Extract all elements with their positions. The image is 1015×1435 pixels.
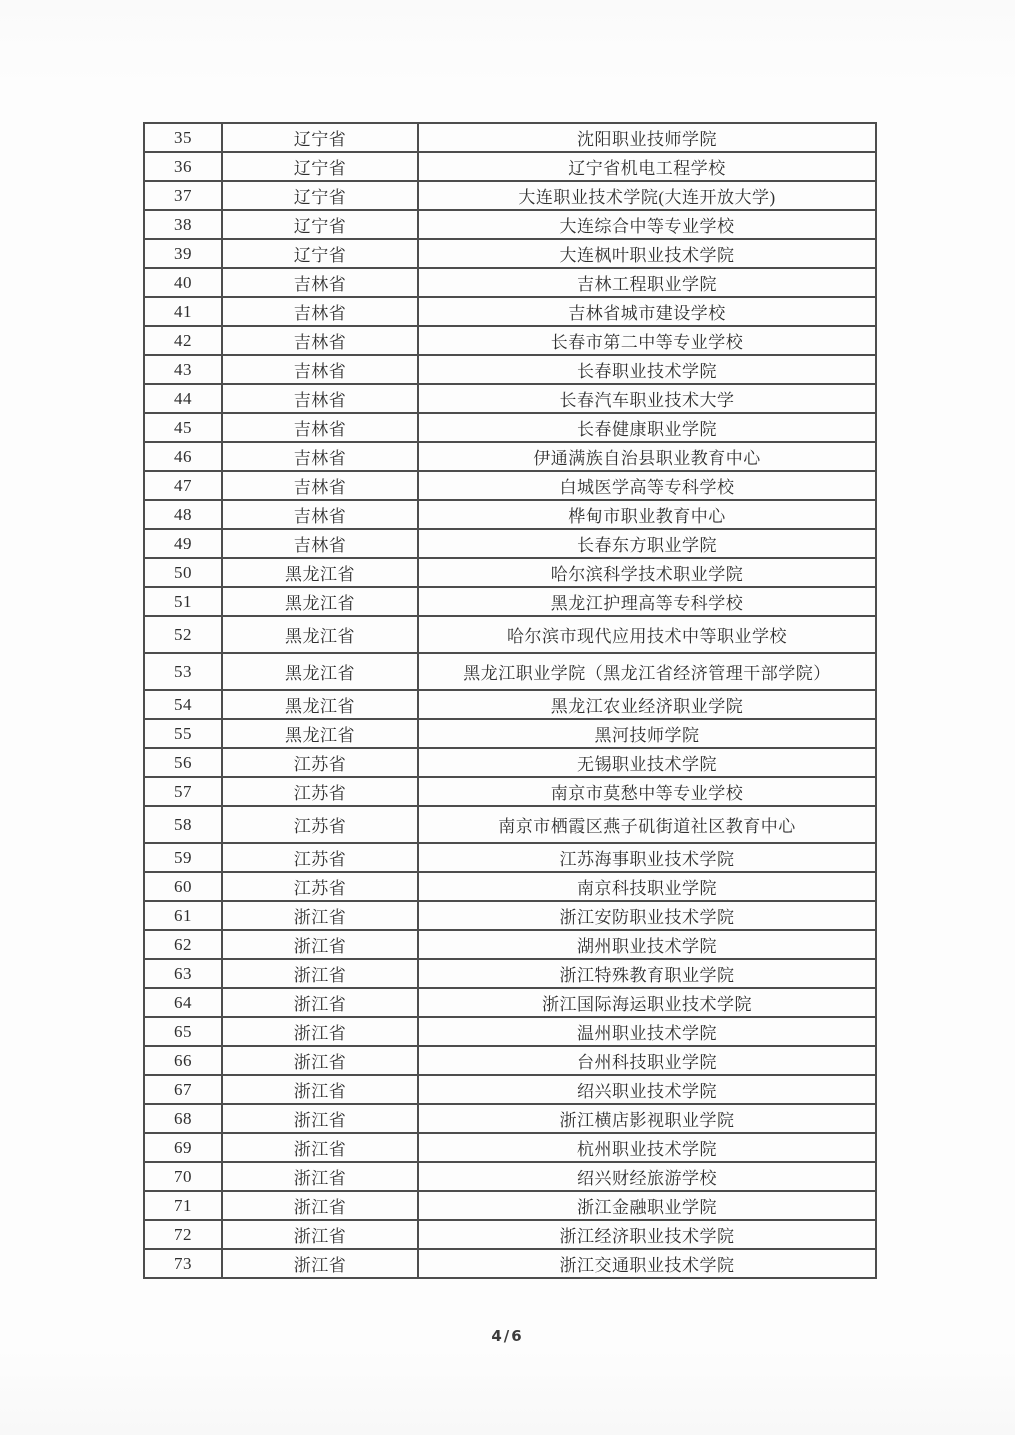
school-name-cell: 大连枫叶职业技术学院 bbox=[418, 239, 876, 268]
province-cell: 吉林省 bbox=[222, 413, 418, 442]
table-row bbox=[144, 152, 876, 181]
province-cell: 吉林省 bbox=[222, 355, 418, 384]
row-number-cell: 41 bbox=[144, 297, 222, 326]
province-cell: 浙江省 bbox=[222, 901, 418, 930]
table-row bbox=[144, 529, 876, 558]
table-row bbox=[144, 471, 876, 500]
table-row bbox=[144, 413, 876, 442]
row-number-cell: 48 bbox=[144, 500, 222, 529]
school-name-cell: 白城医学高等专科学校 bbox=[418, 471, 876, 500]
school-name-cell: 浙江安防职业技术学院 bbox=[418, 901, 876, 930]
row-number-cell: 65 bbox=[144, 1017, 222, 1046]
school-name-cell: 黑河技师学院 bbox=[418, 719, 876, 748]
table-row bbox=[144, 500, 876, 529]
row-number-cell: 63 bbox=[144, 959, 222, 988]
row-number-cell: 44 bbox=[144, 384, 222, 413]
table-row bbox=[144, 1104, 876, 1133]
row-number-cell: 42 bbox=[144, 326, 222, 355]
province-cell: 吉林省 bbox=[222, 268, 418, 297]
province-cell: 辽宁省 bbox=[222, 210, 418, 239]
row-number-cell: 47 bbox=[144, 471, 222, 500]
school-name-cell: 吉林省城市建设学校 bbox=[418, 297, 876, 326]
table-row bbox=[144, 123, 876, 152]
school-name-cell: 辽宁省机电工程学校 bbox=[418, 152, 876, 181]
table-row bbox=[144, 1017, 876, 1046]
school-list-table-body bbox=[144, 123, 876, 1278]
school-name-cell: 南京科技职业学院 bbox=[418, 872, 876, 901]
school-name-cell: 长春健康职业学院 bbox=[418, 413, 876, 442]
row-number-cell: 62 bbox=[144, 930, 222, 959]
province-cell: 辽宁省 bbox=[222, 239, 418, 268]
row-number-cell: 45 bbox=[144, 413, 222, 442]
row-number-cell: 60 bbox=[144, 872, 222, 901]
row-number-cell: 67 bbox=[144, 1075, 222, 1104]
row-number-cell: 38 bbox=[144, 210, 222, 239]
province-cell: 浙江省 bbox=[222, 1104, 418, 1133]
school-name-cell: 桦甸市职业教育中心 bbox=[418, 500, 876, 529]
table-row bbox=[144, 806, 876, 843]
table-row bbox=[144, 901, 876, 930]
table-row bbox=[144, 587, 876, 616]
school-name-cell: 浙江横店影视职业学院 bbox=[418, 1104, 876, 1133]
school-name-cell: 台州科技职业学院 bbox=[418, 1046, 876, 1075]
province-cell: 江苏省 bbox=[222, 806, 418, 843]
province-cell: 浙江省 bbox=[222, 1162, 418, 1191]
table-row bbox=[144, 1075, 876, 1104]
table-row bbox=[144, 843, 876, 872]
province-cell: 辽宁省 bbox=[222, 123, 418, 152]
province-cell: 黑龙江省 bbox=[222, 653, 418, 690]
table-row bbox=[144, 653, 876, 690]
school-name-cell: 长春职业技术学院 bbox=[418, 355, 876, 384]
province-cell: 吉林省 bbox=[222, 471, 418, 500]
school-name-cell: 江苏海事职业技术学院 bbox=[418, 843, 876, 872]
province-cell: 江苏省 bbox=[222, 843, 418, 872]
province-cell: 辽宁省 bbox=[222, 181, 418, 210]
table-row bbox=[144, 355, 876, 384]
table-row bbox=[144, 1162, 876, 1191]
province-cell: 吉林省 bbox=[222, 297, 418, 326]
row-number-cell: 70 bbox=[144, 1162, 222, 1191]
school-name-cell: 南京市莫愁中等专业学校 bbox=[418, 777, 876, 806]
school-name-cell: 浙江金融职业学院 bbox=[418, 1191, 876, 1220]
school-name-cell: 哈尔滨市现代应用技术中等职业学校 bbox=[418, 616, 876, 653]
row-number-cell: 36 bbox=[144, 152, 222, 181]
province-cell: 浙江省 bbox=[222, 959, 418, 988]
row-number-cell: 56 bbox=[144, 748, 222, 777]
table-row bbox=[144, 181, 876, 210]
school-name-cell: 杭州职业技术学院 bbox=[418, 1133, 876, 1162]
row-number-cell: 64 bbox=[144, 988, 222, 1017]
province-cell: 吉林省 bbox=[222, 500, 418, 529]
province-cell: 黑龙江省 bbox=[222, 719, 418, 748]
school-name-cell: 南京市栖霞区燕子矶街道社区教育中心 bbox=[418, 806, 876, 843]
table-row bbox=[144, 442, 876, 471]
table-row bbox=[144, 1191, 876, 1220]
school-name-cell: 吉林工程职业学院 bbox=[418, 268, 876, 297]
row-number-cell: 57 bbox=[144, 777, 222, 806]
row-number-cell: 58 bbox=[144, 806, 222, 843]
school-name-cell: 沈阳职业技师学院 bbox=[418, 123, 876, 152]
row-number-cell: 37 bbox=[144, 181, 222, 210]
row-number-cell: 73 bbox=[144, 1249, 222, 1278]
row-number-cell: 49 bbox=[144, 529, 222, 558]
row-number-cell: 39 bbox=[144, 239, 222, 268]
table-row bbox=[144, 930, 876, 959]
table-row bbox=[144, 268, 876, 297]
school-name-cell: 浙江特殊教育职业学院 bbox=[418, 959, 876, 988]
row-number-cell: 52 bbox=[144, 616, 222, 653]
province-cell: 辽宁省 bbox=[222, 152, 418, 181]
row-number-cell: 61 bbox=[144, 901, 222, 930]
table-row bbox=[144, 748, 876, 777]
school-name-cell: 浙江经济职业技术学院 bbox=[418, 1220, 876, 1249]
table-row bbox=[144, 1249, 876, 1278]
province-cell: 江苏省 bbox=[222, 872, 418, 901]
school-name-cell: 长春汽车职业技术大学 bbox=[418, 384, 876, 413]
school-name-cell: 浙江交通职业技术学院 bbox=[418, 1249, 876, 1278]
row-number-cell: 46 bbox=[144, 442, 222, 471]
school-name-cell: 黑龙江护理高等专科学校 bbox=[418, 587, 876, 616]
row-number-cell: 55 bbox=[144, 719, 222, 748]
table-row bbox=[144, 1046, 876, 1075]
school-name-cell: 长春东方职业学院 bbox=[418, 529, 876, 558]
row-number-cell: 40 bbox=[144, 268, 222, 297]
school-name-cell: 黑龙江职业学院（黑龙江省经济管理干部学院） bbox=[418, 653, 876, 690]
table-row bbox=[144, 872, 876, 901]
row-number-cell: 50 bbox=[144, 558, 222, 587]
school-name-cell: 伊通满族自治县职业教育中心 bbox=[418, 442, 876, 471]
row-number-cell: 53 bbox=[144, 653, 222, 690]
row-number-cell: 51 bbox=[144, 587, 222, 616]
row-number-cell: 54 bbox=[144, 690, 222, 719]
table-row bbox=[144, 1220, 876, 1249]
province-cell: 黑龙江省 bbox=[222, 616, 418, 653]
school-name-cell: 湖州职业技术学院 bbox=[418, 930, 876, 959]
school-name-cell: 长春市第二中等专业学校 bbox=[418, 326, 876, 355]
row-number-cell: 59 bbox=[144, 843, 222, 872]
table-row bbox=[144, 988, 876, 1017]
school-name-cell: 大连职业技术学院(大连开放大学) bbox=[418, 181, 876, 210]
province-cell: 浙江省 bbox=[222, 988, 418, 1017]
province-cell: 浙江省 bbox=[222, 930, 418, 959]
province-cell: 浙江省 bbox=[222, 1133, 418, 1162]
school-name-cell: 绍兴职业技术学院 bbox=[418, 1075, 876, 1104]
province-cell: 黑龙江省 bbox=[222, 690, 418, 719]
row-number-cell: 68 bbox=[144, 1104, 222, 1133]
school-name-cell: 温州职业技术学院 bbox=[418, 1017, 876, 1046]
school-name-cell: 大连综合中等专业学校 bbox=[418, 210, 876, 239]
table-row bbox=[144, 690, 876, 719]
province-cell: 吉林省 bbox=[222, 326, 418, 355]
province-cell: 江苏省 bbox=[222, 748, 418, 777]
school-name-cell: 浙江国际海运职业技术学院 bbox=[418, 988, 876, 1017]
table-row bbox=[144, 326, 876, 355]
school-name-cell: 无锡职业技术学院 bbox=[418, 748, 876, 777]
table-row bbox=[144, 1133, 876, 1162]
row-number-cell: 66 bbox=[144, 1046, 222, 1075]
school-name-cell: 哈尔滨科学技术职业学院 bbox=[418, 558, 876, 587]
province-cell: 浙江省 bbox=[222, 1220, 418, 1249]
table-row bbox=[144, 959, 876, 988]
province-cell: 浙江省 bbox=[222, 1191, 418, 1220]
row-number-cell: 43 bbox=[144, 355, 222, 384]
province-cell: 黑龙江省 bbox=[222, 587, 418, 616]
table-row bbox=[144, 616, 876, 653]
province-cell: 江苏省 bbox=[222, 777, 418, 806]
province-cell: 浙江省 bbox=[222, 1017, 418, 1046]
table-row bbox=[144, 210, 876, 239]
row-number-cell: 72 bbox=[144, 1220, 222, 1249]
school-name-cell: 绍兴财经旅游学校 bbox=[418, 1162, 876, 1191]
table-row bbox=[144, 297, 876, 326]
school-list-table bbox=[143, 122, 877, 1279]
table-row bbox=[144, 384, 876, 413]
province-cell: 吉林省 bbox=[222, 442, 418, 471]
table-row bbox=[144, 558, 876, 587]
table-row bbox=[144, 719, 876, 748]
province-cell: 浙江省 bbox=[222, 1046, 418, 1075]
province-cell: 吉林省 bbox=[222, 529, 418, 558]
school-name-cell: 黑龙江农业经济职业学院 bbox=[418, 690, 876, 719]
row-number-cell: 35 bbox=[144, 123, 222, 152]
row-number-cell: 71 bbox=[144, 1191, 222, 1220]
table-row bbox=[144, 239, 876, 268]
table-row bbox=[144, 777, 876, 806]
province-cell: 吉林省 bbox=[222, 384, 418, 413]
province-cell: 黑龙江省 bbox=[222, 558, 418, 587]
province-cell: 浙江省 bbox=[222, 1249, 418, 1278]
province-cell: 浙江省 bbox=[222, 1075, 418, 1104]
page-number: 4/6 bbox=[491, 1327, 524, 1345]
row-number-cell: 69 bbox=[144, 1133, 222, 1162]
